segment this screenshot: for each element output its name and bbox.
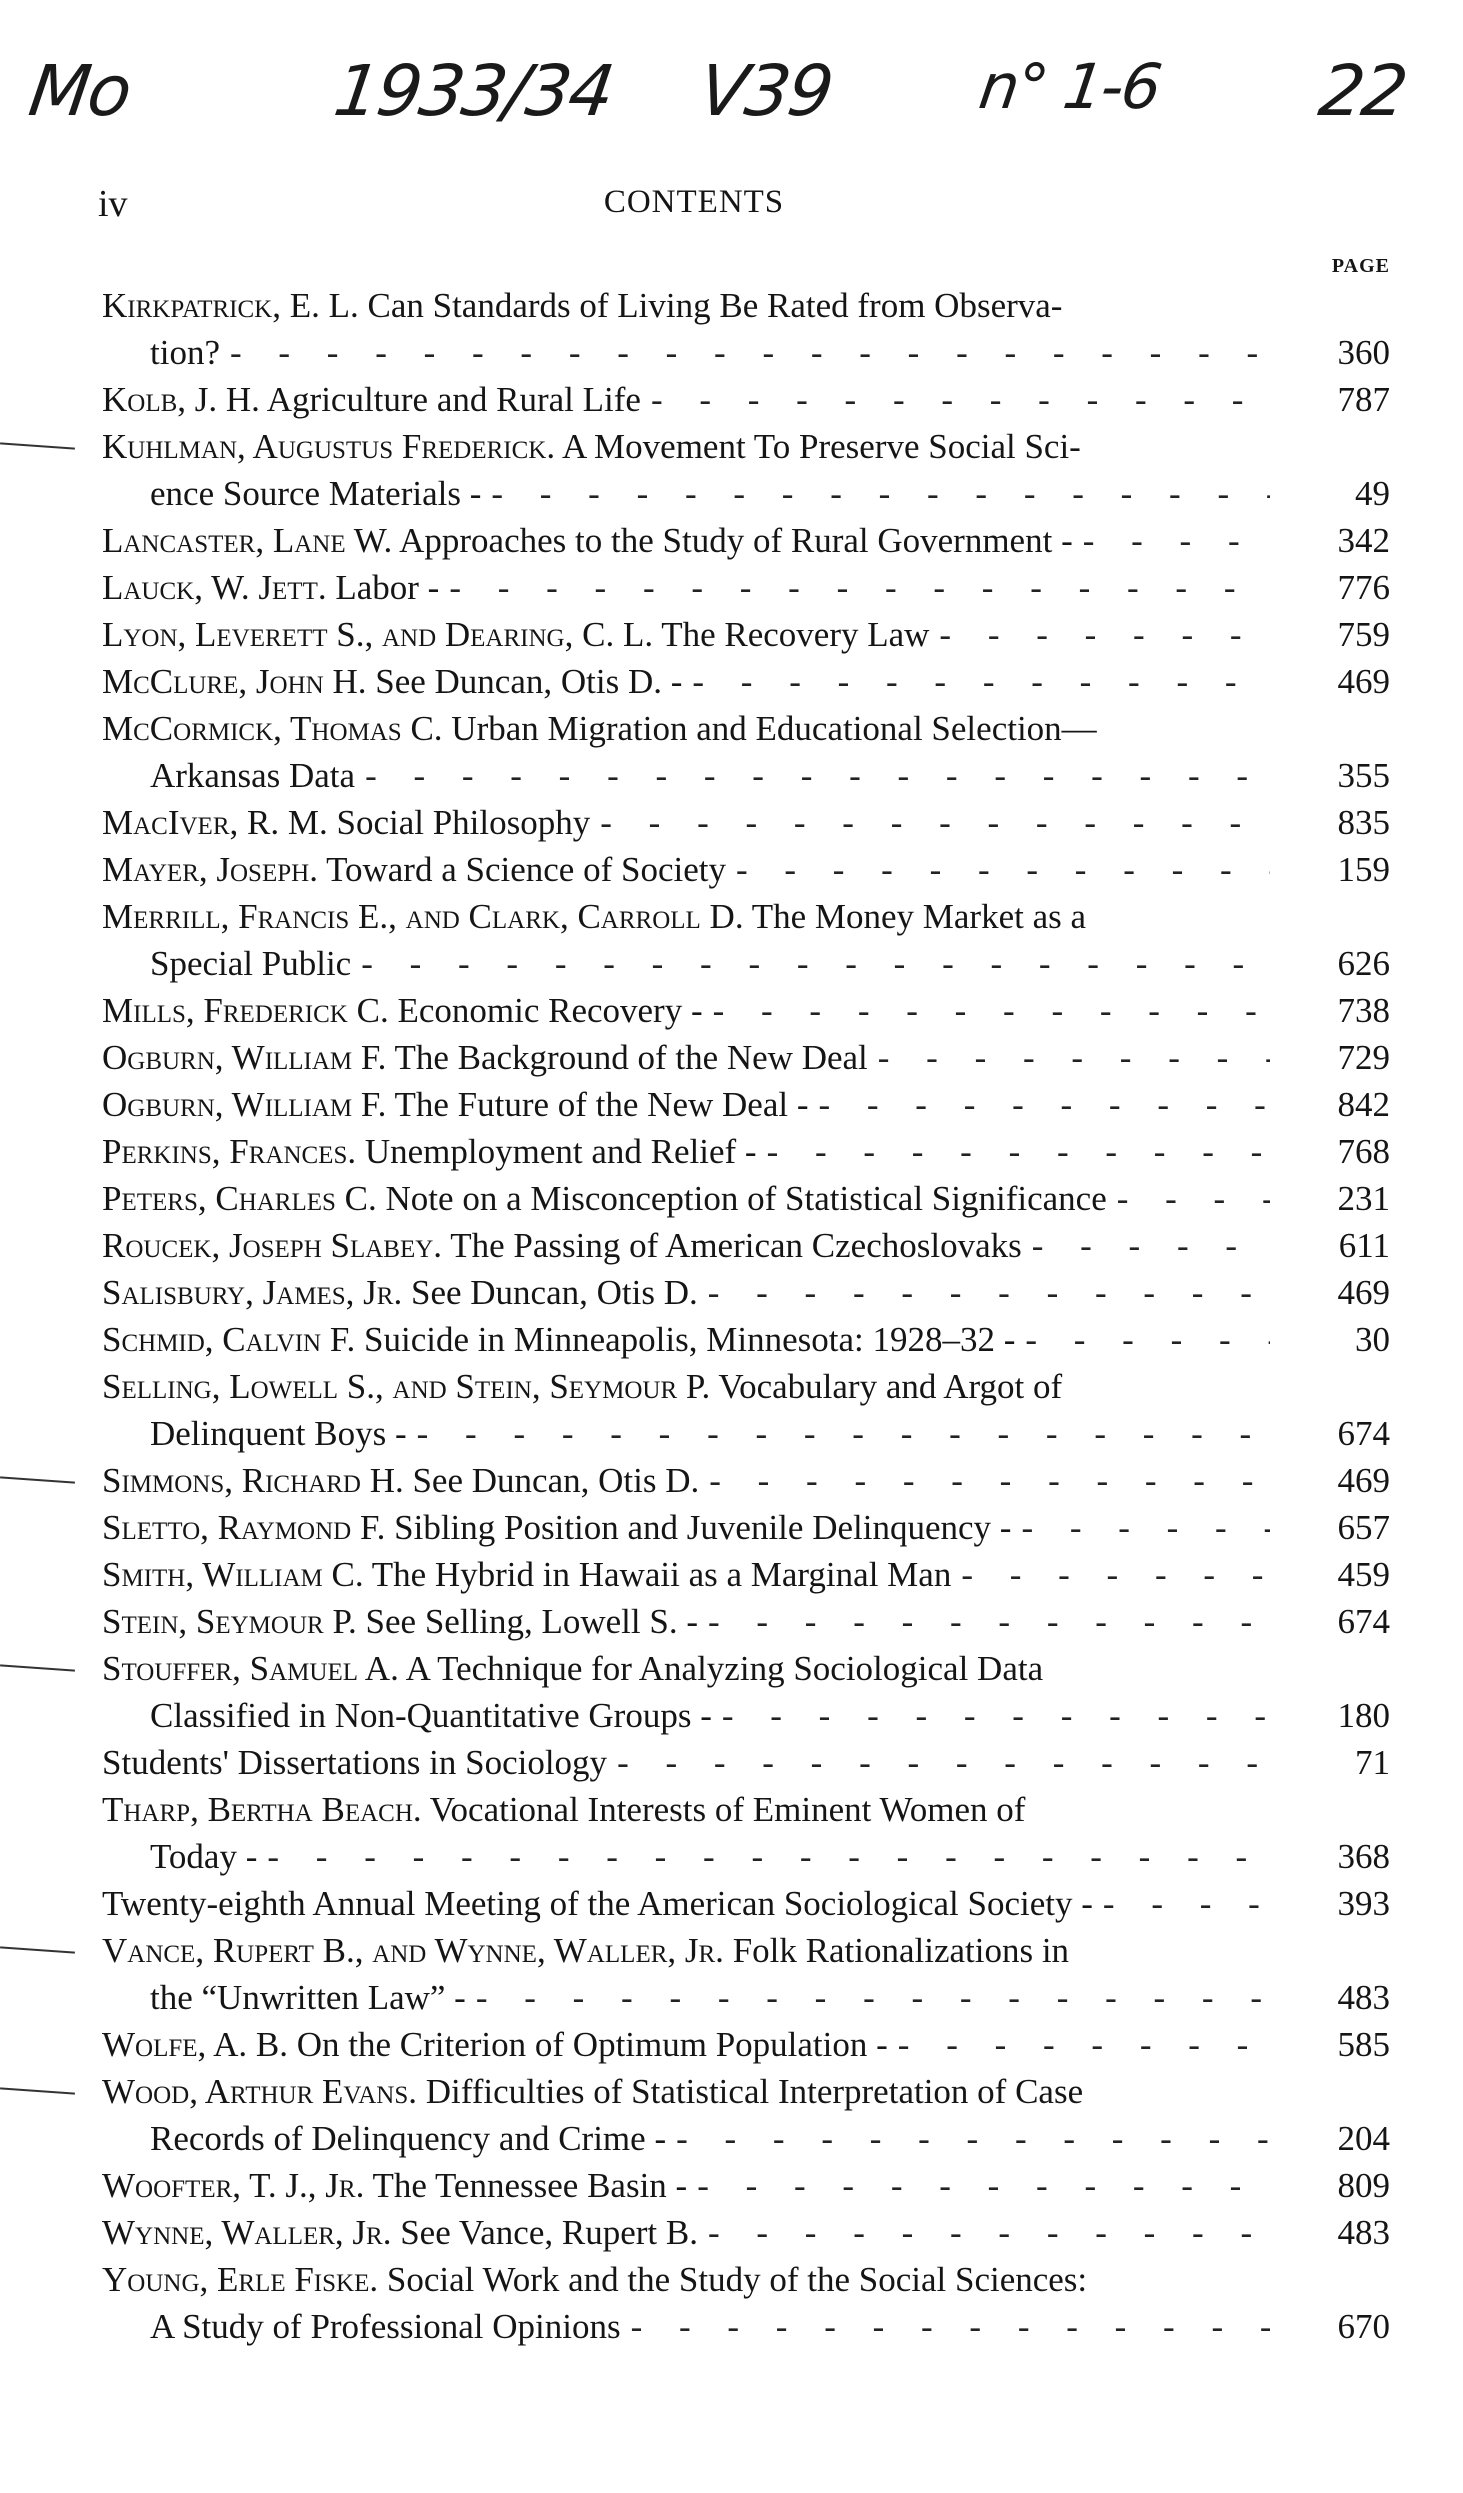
- entry-page-number: 657: [1337, 1508, 1390, 1547]
- handwritten-note: 1933/34: [329, 50, 618, 132]
- entry-title: Social Philosophy: [336, 803, 591, 842]
- entry-heading: [102, 2162, 687, 2209]
- entry-first-line: [102, 846, 1390, 893]
- entry-first-line: [102, 517, 1390, 564]
- entry-page-number: 585: [1337, 2025, 1390, 2064]
- leader-dashes: [708, 1269, 1270, 1316]
- entry-first-line: [102, 1034, 1390, 1081]
- entry-first-line: [102, 705, 1390, 752]
- entry-first-line: [102, 1927, 1390, 1974]
- entry-author: Stein, Seymour P.: [102, 1602, 357, 1641]
- entry-heading: [102, 1739, 607, 1786]
- entry-continuation-line: [102, 1410, 1390, 1457]
- entry-page-number: 729: [1337, 1038, 1390, 1077]
- leader-dashes: [631, 2303, 1270, 2350]
- leader-dashes: [449, 564, 1270, 611]
- leader-dashes: [709, 1457, 1270, 1504]
- entry-heading: [102, 2021, 888, 2068]
- entry-title: Social Work and the Study of the Social Sciences:: [386, 2260, 1088, 2299]
- entry-title-continuation: Special Public: [150, 944, 352, 983]
- contents-entry: [102, 564, 1390, 611]
- contents-entry: [102, 1128, 1390, 1175]
- entry-author: McCormick, Thomas C.: [102, 709, 443, 748]
- entry-first-line: [102, 1363, 1390, 1410]
- entry-first-line: [102, 1128, 1390, 1175]
- entry-author: Ogburn, William F.: [102, 1038, 387, 1077]
- entry-continuation-line: [102, 1974, 1390, 2021]
- entry-page-number: 49: [1355, 474, 1390, 513]
- entry-heading: [102, 611, 929, 658]
- entry-title: The Tennessee Basin -: [372, 2166, 688, 2205]
- entry-heading: [102, 1504, 1011, 1551]
- handwritten-annotation: [0, 0, 1463, 180]
- entry-heading: [102, 1128, 757, 1175]
- entry-title: Folk Rationalizations in: [732, 1931, 1070, 1970]
- contents-entry: [102, 2068, 1390, 2162]
- entry-first-line: [102, 1551, 1390, 1598]
- entry-author: Tharp, Bertha Beach.: [102, 1790, 422, 1829]
- contents-entry: [102, 893, 1390, 987]
- handwritten-note: n° 1-6: [974, 50, 1165, 123]
- leader-dashes: [651, 376, 1270, 423]
- entry-heading: [102, 1316, 1015, 1363]
- entry-first-line: [102, 2068, 1390, 2115]
- entry-title: Students' Dissertations in Sociology: [102, 1743, 608, 1782]
- entry-heading: [102, 987, 703, 1034]
- entry-heading: [102, 517, 1073, 564]
- leader-dashes: [267, 1833, 1270, 1880]
- leader-dashes: [697, 2162, 1270, 2209]
- entry-heading: [102, 423, 1081, 470]
- entry-title: Approaches to the Study of Rural Government -: [399, 521, 1073, 560]
- entry-page-number: 483: [1337, 1978, 1390, 2017]
- contents-entry: [102, 658, 1390, 705]
- entry-heading: [102, 1457, 699, 1504]
- entry-page-number: 809: [1337, 2166, 1390, 2205]
- entry-title-continuation: ence Source Materials -: [150, 474, 482, 513]
- entry-page-number: 469: [1337, 1461, 1390, 1500]
- entry-first-line: [102, 1739, 1390, 1786]
- entry-continuation-line: [102, 2303, 1390, 2350]
- entry-heading: [102, 282, 1062, 329]
- entry-author: Ogburn, William F.: [102, 1085, 387, 1124]
- entry-title: Economic Recovery -: [397, 991, 703, 1030]
- contents-entry: [102, 1927, 1390, 2021]
- entry-continuation-line: [102, 752, 1390, 799]
- entry-first-line: [102, 423, 1390, 470]
- leader-dashes: [1021, 1504, 1270, 1551]
- entry-title: The Recovery Law: [661, 615, 930, 654]
- entry-author: Selling, Lowell S., and Stein, Seymour P.: [102, 1367, 711, 1406]
- entry-heading: [102, 705, 1097, 752]
- entry-title: Sibling Position and Juvenile Delinquency -: [394, 1508, 1012, 1547]
- contents-entry: [102, 517, 1390, 564]
- entry-author: Peters, Charles C.: [102, 1179, 377, 1218]
- entry-first-line: [102, 1081, 1390, 1128]
- entry-heading: [102, 1222, 1022, 1269]
- contents-entry: [102, 2162, 1390, 2209]
- leader-dashes: [617, 1739, 1270, 1786]
- leader-dashes: [1083, 517, 1270, 564]
- leader-dashes: [1117, 1175, 1270, 1222]
- contents-entry: [102, 1034, 1390, 1081]
- entry-title: Note on a Misconception of Statistical Significance: [385, 1179, 1107, 1218]
- entry-author: McClure, John H.: [102, 662, 367, 701]
- entry-first-line: [102, 1457, 1390, 1504]
- entry-title-continuation: Classified in Non-Quantitative Groups -: [150, 1696, 712, 1735]
- entry-heading: [102, 799, 590, 846]
- entry-heading: [102, 1081, 809, 1128]
- leader-dashes: [600, 799, 1270, 846]
- entry-author: Merrill, Francis E., and Clark, Carroll D.: [102, 897, 744, 936]
- entry-page-number: 368: [1337, 1837, 1390, 1876]
- entry-continuation-line: [102, 470, 1390, 517]
- leader-dashes: [676, 2115, 1270, 2162]
- entry-continuation-line: [102, 2115, 1390, 2162]
- entry-heading: [102, 1786, 1025, 1833]
- leader-dashes: [713, 987, 1270, 1034]
- handwritten-note: 22: [1314, 50, 1411, 132]
- entry-first-line: [102, 1269, 1390, 1316]
- leader-dashes: [767, 1128, 1270, 1175]
- entry-first-line: [102, 1316, 1390, 1363]
- contents-entry: [102, 705, 1390, 799]
- contents-entry: [102, 1786, 1390, 1880]
- entry-title: The Hybrid in Hawaii as a Marginal Man: [371, 1555, 952, 1594]
- entry-author: Wood, Arthur Evans.: [102, 2072, 417, 2111]
- leader-dashes: [476, 1974, 1270, 2021]
- contents-entry: [102, 1081, 1390, 1128]
- entry-page-number: 626: [1337, 944, 1390, 983]
- leader-dashes: [939, 611, 1270, 658]
- entry-heading: [102, 846, 726, 893]
- handwritten-note: Mo: [24, 50, 135, 132]
- entry-title: See Duncan, Otis D.: [412, 1461, 700, 1500]
- entry-title: Twenty-eighth Annual Meeting of the American Sociological Society -: [102, 1884, 1093, 1923]
- entry-continuation-line: [102, 940, 1390, 987]
- contents-entry: [102, 1363, 1390, 1457]
- entry-continuation-line: [102, 329, 1390, 376]
- entry-author: Lyon, Leverett S., and Dearing, C. L.: [102, 615, 654, 654]
- entry-first-line: [102, 1786, 1390, 1833]
- entry-title-continuation: Records of Delinquency and Crime -: [150, 2119, 667, 2158]
- entry-title: A Technique for Analyzing Sociological Data: [405, 1649, 1044, 1688]
- entry-heading: [102, 376, 641, 423]
- leader-dashes: [961, 1551, 1270, 1598]
- leader-dashes: [708, 1598, 1270, 1645]
- entry-title: See Selling, Lowell S. -: [365, 1602, 698, 1641]
- entry-title: Urban Migration and Educational Selection—: [451, 709, 1097, 748]
- entry-page-number: 360: [1337, 333, 1390, 372]
- contents-entry: [102, 1269, 1390, 1316]
- contents-entry: [102, 2209, 1390, 2256]
- entry-title-continuation: A Study of Professional Opinions: [150, 2307, 621, 2346]
- entry-page-number: 204: [1337, 2119, 1390, 2158]
- leader-dashes: [722, 1692, 1270, 1739]
- entry-author: Lancaster, Lane W.: [102, 521, 393, 560]
- contents-list: [102, 282, 1390, 2350]
- entry-heading: [102, 1363, 1062, 1410]
- entry-page-number: 776: [1337, 568, 1390, 607]
- leader-dashes: [1103, 1880, 1270, 1927]
- entry-first-line: [102, 1645, 1390, 1692]
- contents-entry: [102, 423, 1390, 517]
- entry-first-line: [102, 2209, 1390, 2256]
- handwritten-note: V39: [694, 50, 837, 132]
- contents-entry: [102, 1645, 1390, 1739]
- entry-page-number: 611: [1338, 1226, 1390, 1265]
- entry-page-number: 393: [1337, 1884, 1390, 1923]
- leader-dashes: [361, 940, 1270, 987]
- entry-continuation-line: [102, 1833, 1390, 1880]
- entry-author: Mills, Frederick C.: [102, 991, 389, 1030]
- entry-title-continuation: tion?: [150, 333, 220, 372]
- entry-title: Labor -: [335, 568, 440, 607]
- entry-page-number: 355: [1337, 756, 1390, 795]
- entry-first-line: [102, 1175, 1390, 1222]
- entry-heading: [102, 564, 439, 611]
- contents-entry: [102, 376, 1390, 423]
- contents-entry: [102, 799, 1390, 846]
- entry-author: Kuhlman, Augustus Frederick.: [102, 427, 556, 466]
- contents-entry: [102, 611, 1390, 658]
- contents-entry: [102, 2256, 1390, 2350]
- contents-entry: [102, 1598, 1390, 1645]
- entry-title-continuation: Today -: [150, 1837, 258, 1876]
- entry-title: See Duncan, Otis D.: [410, 1273, 698, 1312]
- entry-author: Perkins, Frances.: [102, 1132, 357, 1171]
- entry-heading: [102, 658, 682, 705]
- leader-dashes: [898, 2021, 1270, 2068]
- page-title: CONTENTS: [603, 184, 785, 220]
- entry-title: The Future of the New Deal -: [394, 1085, 809, 1124]
- entry-title: On the Criterion of Optimum Population -: [296, 2025, 888, 2064]
- entry-title: Vocabulary and Argot of: [718, 1367, 1063, 1406]
- entry-first-line: [102, 987, 1390, 1034]
- entry-author: Young, Erle Fiske.: [102, 2260, 379, 2299]
- margin-pencil-mark: [0, 2087, 75, 2094]
- leader-dashes: [819, 1081, 1271, 1128]
- entry-heading: [102, 1175, 1107, 1222]
- leader-dashes: [1025, 1316, 1270, 1363]
- entry-title: Suicide in Minneapolis, Minnesota: 1928–32 -: [364, 1320, 1016, 1359]
- entry-title: The Background of the New Deal: [394, 1038, 868, 1077]
- contents-entry: [102, 987, 1390, 1034]
- entry-first-line: [102, 1598, 1390, 1645]
- leader-dashes: [692, 658, 1270, 705]
- entry-author: Sletto, Raymond F.: [102, 1508, 386, 1547]
- entry-author: Woofter, T. J., Jr.: [102, 2166, 365, 2205]
- entry-title: Agriculture and Rural Life: [266, 380, 641, 419]
- entry-author: Smith, William C.: [102, 1555, 364, 1594]
- entry-page-number: 342: [1337, 521, 1390, 560]
- entry-title: A Movement To Preserve Social Sci-: [561, 427, 1081, 466]
- contents-entry: [102, 1457, 1390, 1504]
- entry-first-line: [102, 1880, 1390, 1927]
- entry-heading: [102, 2209, 698, 2256]
- entry-page-number: 674: [1337, 1414, 1390, 1453]
- entry-page-number: 670: [1337, 2307, 1390, 2346]
- entry-first-line: [102, 2162, 1390, 2209]
- entry-title: Toward a Science of Society: [326, 850, 726, 889]
- contents-entry: [102, 846, 1390, 893]
- entry-author: Stouffer, Samuel A.: [102, 1649, 399, 1688]
- contents-entry: [102, 1175, 1390, 1222]
- leader-dashes: [491, 470, 1270, 517]
- page-header: [98, 182, 1290, 232]
- entry-first-line: [102, 376, 1390, 423]
- entry-heading: [102, 1927, 1069, 1974]
- entry-title: See Vance, Rupert B.: [400, 2213, 698, 2252]
- entry-title-continuation: the “Unwritten Law” -: [150, 1978, 466, 2017]
- entry-first-line: [102, 2256, 1390, 2303]
- entry-page-number: 483: [1337, 2213, 1390, 2252]
- entry-page-number: 759: [1337, 615, 1390, 654]
- entry-page-number: 787: [1337, 380, 1390, 419]
- entry-heading: [102, 893, 1086, 940]
- entry-page-number: 768: [1337, 1132, 1390, 1171]
- entry-author: Kirkpatrick, E. L.: [102, 286, 359, 325]
- entry-first-line: [102, 282, 1390, 329]
- entry-author: Salisbury, James, Jr.: [102, 1273, 403, 1312]
- entry-heading: [102, 2256, 1087, 2303]
- entry-title: Difficulties of Statistical Interpretation of Case: [425, 2072, 1084, 2111]
- margin-pencil-mark: [0, 1476, 75, 1483]
- entry-title-continuation: Delinquent Boys -: [150, 1414, 407, 1453]
- entry-page-number: 469: [1337, 662, 1390, 701]
- entry-page-number: 159: [1337, 850, 1390, 889]
- leader-dashes: [736, 846, 1270, 893]
- entry-author: Lauck, W. Jett.: [102, 568, 327, 607]
- entry-first-line: [102, 799, 1390, 846]
- entry-title: The Money Market as a: [751, 897, 1087, 936]
- entry-first-line: [102, 1222, 1390, 1269]
- entry-first-line: [102, 2021, 1390, 2068]
- entry-author: Mayer, Joseph.: [102, 850, 318, 889]
- margin-pencil-mark: [0, 1664, 75, 1671]
- contents-entry: [102, 282, 1390, 376]
- contents-entry: [102, 2021, 1390, 2068]
- entry-title-continuation: Arkansas Data: [150, 756, 356, 795]
- leader-dashes: [417, 1410, 1270, 1457]
- contents-entry: [102, 1551, 1390, 1598]
- leader-dashes: [878, 1034, 1270, 1081]
- entry-title: Unemployment and Relief -: [364, 1132, 757, 1171]
- entry-author: Kolb, J. H.: [102, 380, 260, 419]
- entry-author: Schmid, Calvin F.: [102, 1320, 356, 1359]
- entry-first-line: [102, 564, 1390, 611]
- leader-dashes: [708, 2209, 1270, 2256]
- entry-page-number: 842: [1337, 1085, 1390, 1124]
- entry-page-number: 674: [1337, 1602, 1390, 1641]
- entry-page-number: 180: [1337, 1696, 1390, 1735]
- entry-page-number: 835: [1337, 803, 1390, 842]
- entry-author: Vance, Rupert B., and Wynne, Waller, Jr.: [102, 1931, 724, 1970]
- entry-title: Can Standards of Living Be Rated from Observa-: [367, 286, 1063, 325]
- entry-continuation-line: [102, 1692, 1390, 1739]
- contents-entry: [102, 1880, 1390, 1927]
- entry-page-number: 30: [1355, 1320, 1390, 1359]
- contents-entry: [102, 1739, 1390, 1786]
- entry-page-number: 459: [1337, 1555, 1390, 1594]
- entry-author: Wynne, Waller, Jr.: [102, 2213, 392, 2252]
- contents-entry: [102, 1504, 1390, 1551]
- entry-author: Wolfe, A. B.: [102, 2025, 288, 2064]
- margin-pencil-mark: [0, 1946, 75, 1953]
- entry-first-line: [102, 893, 1390, 940]
- entry-title: The Passing of American Czechoslovaks: [450, 1226, 1022, 1265]
- entry-heading: [102, 1034, 868, 1081]
- entry-page-number: 469: [1337, 1273, 1390, 1312]
- entry-heading: [102, 1880, 1093, 1927]
- leader-dashes: [365, 752, 1270, 799]
- entry-author: Roucek, Joseph Slabey.: [102, 1226, 443, 1265]
- entry-title: Vocational Interests of Eminent Women of: [429, 1790, 1026, 1829]
- page-folio: iv: [98, 183, 128, 225]
- leader-dashes: [1032, 1222, 1270, 1269]
- entry-heading: [102, 2068, 1083, 2115]
- entry-first-line: [102, 1504, 1390, 1551]
- entry-first-line: [102, 611, 1390, 658]
- contents-entry: [102, 1316, 1390, 1363]
- margin-pencil-mark: [0, 442, 75, 449]
- entry-page-number: 738: [1337, 991, 1390, 1030]
- entry-first-line: [102, 658, 1390, 705]
- entry-page-number: 231: [1337, 1179, 1390, 1218]
- entry-heading: [102, 1269, 698, 1316]
- page-column-heading: PAGE: [1331, 255, 1390, 277]
- entry-heading: [102, 1551, 951, 1598]
- contents-entry: [102, 1222, 1390, 1269]
- entry-author: MacIver, R. M.: [102, 803, 328, 842]
- entry-title: See Duncan, Otis D. -: [375, 662, 683, 701]
- entry-heading: [102, 1645, 1043, 1692]
- entry-author: Simmons, Richard H.: [102, 1461, 404, 1500]
- entry-heading: [102, 1598, 698, 1645]
- leader-dashes: [230, 329, 1270, 376]
- entry-page-number: 71: [1355, 1743, 1390, 1782]
